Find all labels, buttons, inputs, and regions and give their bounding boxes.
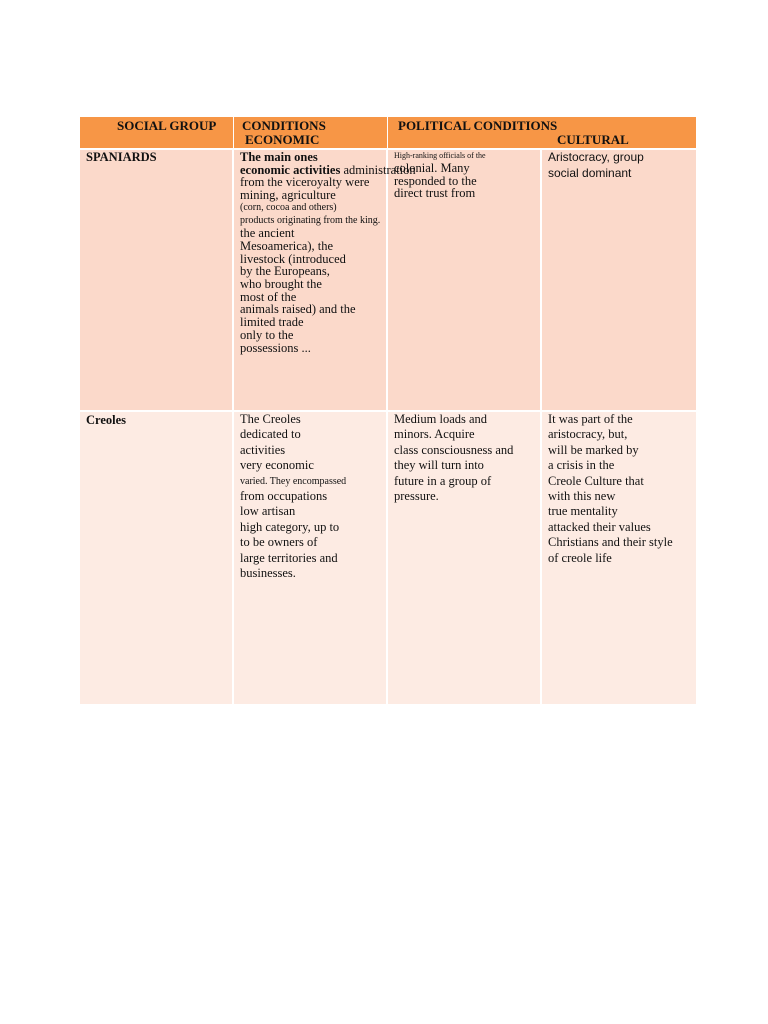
political-line: High-ranking officials of the: [394, 151, 486, 160]
cultural-line: a crisis in the: [548, 458, 615, 473]
cell-cultural: [542, 412, 696, 704]
political-line: pressure.: [394, 489, 439, 504]
economic-line: possessions ...: [240, 340, 311, 355]
economic-line: businesses.: [240, 566, 296, 581]
economic-line: high category, up to: [240, 519, 340, 534]
header-political-conditions: POLITICAL CONDITIONS: [398, 118, 558, 133]
economic-line: The main ones: [240, 150, 318, 164]
cell-economic: [234, 412, 386, 704]
cell-economic: [234, 150, 416, 410]
cultural-line: with this new: [548, 489, 616, 504]
economic-line: from occupations: [240, 489, 328, 504]
header-divider: [233, 117, 234, 148]
economic-line: large territories and: [240, 550, 338, 565]
economic-line: dedicated to: [240, 427, 301, 442]
economic-line: very economic: [240, 458, 314, 473]
economic-line: varied. They encompassed: [240, 475, 347, 487]
cultural-line: social dominant: [548, 165, 632, 180]
economic-line: activities: [240, 442, 286, 457]
political-line: they will turn into: [394, 458, 484, 473]
political-line: minors. Acquire: [394, 427, 475, 442]
economic-line: who brought the: [240, 277, 322, 292]
economic-line: only to the: [240, 327, 294, 342]
economic-line: mining, agriculture: [240, 188, 336, 203]
economic-line: to be owners of: [240, 535, 318, 550]
economic-line: livestock (introduced: [240, 251, 346, 266]
political-line: colonial. Many: [394, 161, 470, 175]
economic-line-bold: economic activities: [240, 162, 341, 177]
cell-social-group: [80, 150, 232, 410]
table-row-spaniards: [80, 150, 696, 410]
economic-line: limited trade: [240, 315, 304, 330]
economic-line: (corn, cocoa and others): [240, 201, 337, 213]
political-line: responded to the: [394, 173, 477, 188]
header-cultural: CULTURAL: [557, 132, 629, 147]
economic-line: low artisan: [240, 504, 296, 519]
cultural-line: Creole Culture that: [548, 473, 644, 488]
cultural-line: It was part of the: [548, 412, 633, 426]
table-row-creoles: [80, 412, 696, 704]
political-line: direct trust from: [394, 186, 476, 201]
cultural-line: aristocracy, but,: [548, 427, 628, 442]
cell-political: [388, 150, 540, 410]
economic-line: animals raised) and the: [240, 302, 356, 317]
group-name: SPANIARDS: [86, 150, 157, 164]
economic-line: by the Europeans,: [240, 264, 330, 279]
economic-line: from the viceroyalty were: [240, 175, 370, 190]
cultural-line: Aristocracy, group: [548, 150, 644, 164]
political-line: future in a group of: [394, 473, 492, 488]
economic-line: Mesoamerica), the: [240, 238, 334, 253]
cultural-line: of creole life: [548, 550, 612, 565]
political-line: class consciousness and: [394, 442, 514, 457]
cultural-line: true mentality: [548, 504, 618, 519]
economic-line: the ancient: [240, 226, 295, 241]
header-divider: [387, 117, 388, 148]
header-social-group: SOCIAL GROUP: [117, 118, 217, 133]
group-name: Creoles: [86, 413, 127, 427]
table-header-row: [80, 117, 696, 148]
cultural-line: Christians and their style: [548, 535, 673, 550]
economic-line: products originating from the king.: [240, 214, 381, 226]
economic-line: administration: [340, 162, 416, 177]
economic-line: The Creoles: [240, 412, 301, 426]
cell-political: [388, 412, 540, 704]
cultural-line: attacked their values: [548, 519, 651, 534]
header-conditions: CONDITIONS: [242, 118, 326, 133]
cell-cultural: [542, 150, 696, 410]
economic-line: most of the: [240, 289, 297, 304]
cell-social-group: [80, 412, 232, 704]
header-economic: ECONOMIC: [245, 132, 320, 147]
political-line: Medium loads and: [394, 412, 488, 426]
cultural-line: will be marked by: [548, 442, 639, 457]
